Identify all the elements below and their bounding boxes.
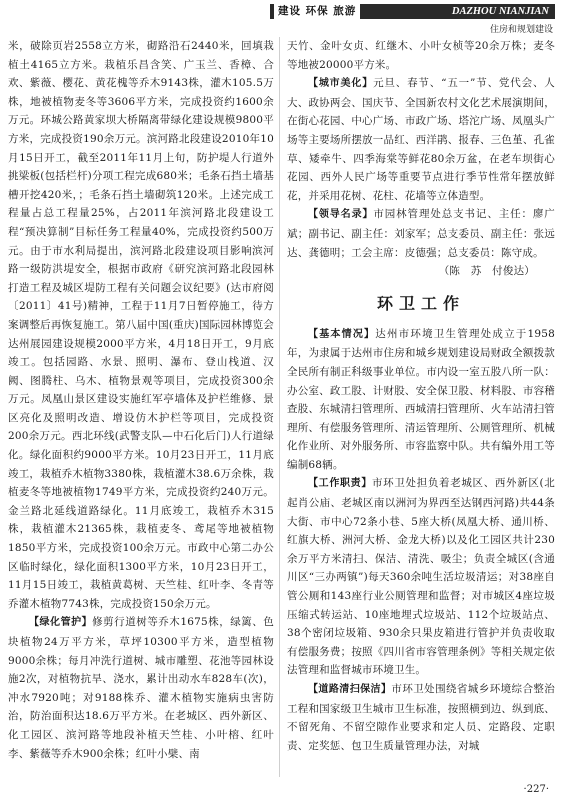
paragraph xyxy=(287,74,555,205)
paragraph-body: 市环卫处围绕省城乡环境综合整治工程和国家级卫生城市卫生标准，按照横到边、纵到底、不留死角、不留空隙作业要求和定人员、定路段、定职责、定奖惩、包卫生质量管理办法，对城 xyxy=(287,683,556,752)
header-category-tag: 建设 环保 旅游 xyxy=(274,4,360,19)
journal-title: DAZHOU NIANJIAN xyxy=(451,6,549,17)
paragraph xyxy=(287,680,555,755)
paragraph xyxy=(287,205,555,262)
paragraph-tag: 【城市美化】 xyxy=(308,78,374,90)
paragraph-body: 市环卫处担负着老城区、西外新区(北起肖公庙、老城区南以洲河为界西至达钢西河路)共44条大街、市中心72条小巷、5座大桥(凤凰大桥、通川桥、红旗大桥、洲河大桥、金龙大桥)以及化工园区共计230余万平方米清扫、保洁、清洗、吸尘；负责全城区(含通川区“三办两镇”)每天360余吨生活垃圾清运；对38座自管公厕和143座行业公厕管理和监督；对市城区4座垃圾压缩式转运站、10座地埋式垃圾站、112个垃圾站点、38个密闭垃圾箱、930余只果皮箱进行管护并负责收取有偿服务费；按照《四川省市容管理条例》等相关规定依法管理和监督城市环境卫生。 xyxy=(287,477,555,677)
paragraph-body: 达州市环境卫生管理处成立于1958年，为隶属于达州市住房和城乡规划建设局财政全额拨款全民所有制正科级事业单位。市内设一室五股八所一队：办公室、政工股、计财股、安全保卫股、材料股、市容稽查股、东城清扫管理所、西城清扫管理所、火车站清扫管理所、有偿服务管理所、清运管理所、公厕管理所、机械化作业所、对外服务所、市容监察中队。共有编外用工等编制68辆。 xyxy=(287,327,556,471)
paragraph-tag: 【工作职责】 xyxy=(308,478,373,490)
paragraph xyxy=(8,613,274,763)
paragraph-tag: 【领导名录】 xyxy=(308,209,374,221)
paragraph-body: 米，破除页岩2558立方米，砌路沿石2440米，回填栽植土4165立方米。栽植乐昌含笑、广玉兰、香樟、合欢、紫薇、樱花、黄花槐等乔木9143株，灌木105.5万株，地被植物麦冬等3606平方米，完成投资约1600余万元。环城公路黄家坝大桥隔离带绿化建设规模9800平方米，完成投资190余万元。滨河路北段建设2010年10月15日开工，截至2011年11月上旬，防护堤人行道外挑梁板(包括栏杆)分项工程完成680米；毛条石挡土墙基槽开挖420米，；毛条石挡土墙砌筑120米。上述完成工程量占总工程量25%，占2011年滨河路北段建设工程“预决算制”目标任务工程量40%，完成投资约500万元。由于市水利局提出，滨河路北段建设项目影响滨河路一级防洪堤安全，根据市政府《研究滨河路北段园林打造工程及城区堤防工程有关问题会议纪要》(达市府阅〔2011〕41号)精神，工程于11月7日暂停施工，待方案调整后再恢复施工。第八届中国(重庆)国际园林博览会达州展园建设规模2000平方米，4月18日开工，9月底竣工。包括园路、水景、照明、瀑布、登山栈道、汉阙、图腾柱、乌木、植物景观等项目，完成投资300余万元。凤凰山景区建设实施红军亭墙体及护栏维修、景区亮化及照明改造、增设仿木护栏等项目，完成投资200余万元。西北环线(武警支队—中石化后门)人行道绿化。绿化面积约9000平方米。10月23日开工，11月底竣工，栽植乔木植物3380株，栽植灌木38.6万余株，栽植麦冬等地被植物1749平方米，完成投资约240万元。金兰路北延线道路绿化。11月底竣工，栽植乔木315株，栽植灌木21365株，栽植麦冬、鸢尾等地被植物1850平方米，完成投资100余万元。市政中心第二办公区临时绿化，绿化面积1300平方米，10月23日开工，11月15日竣工，栽植黄葛树、天竺桂、红叶李、冬青等乔灌木植物7743株，完成投资150余万元。 xyxy=(8,40,274,610)
header-section-name: 住房和规划建设 xyxy=(489,25,553,35)
column-divider xyxy=(279,37,280,777)
paragraph-body: 修剪行道树等乔木1675株，绿篱、色块植物24万平方米，草坪10300平方米，造型植物9000余株；每月冲洗行道树、城市雕塑、花池等园林设施2次，对植物抗旱、浇水，累计出动水车828车(次)，冲水7920吨；对9188株乔、灌木植物实施病虫害防治，防治面积达18.6万平方米。在老城区、西外新区、化工园区、滨河路等地段补植天竺桂、小叶榕、红叶李、紫薇等乔木900余株；红叶小檗、南 xyxy=(8,616,274,760)
left-column xyxy=(8,37,274,763)
header-bar xyxy=(270,4,555,19)
paragraph xyxy=(8,37,274,613)
paragraph-body: 天竹、金叶女贞、红继木、小叶女桢等20余万株；麦冬等地被20000平方米。 xyxy=(287,40,555,71)
paragraph-body: 市园林管理处总支书记、主任：廖广斌；副书记、副主任：刘家军；总支委员、副主任：张远达、龚德明；工会主席：皮德强；总支委员：陈守成。 xyxy=(287,208,555,259)
paragraph xyxy=(287,37,555,74)
section-title: 环卫工作 xyxy=(376,293,465,313)
paragraph-body: 元旦、春节、“五一”节、党代会、人大、政协两会、国庆节、全国新农村文化艺术展演期间，在街心花园、中心广场、市政广场、塔沱广场、凤凰头广场等主要场所摆放一品红、西洋鹃、报春、三色堇、孔雀草、矮牵牛、四季海棠等鲜花80余万盆，在老车坝街心花园、西外人民广场等重要节点进行季节性常年摆放鲜花，并采用花树、花柱、花墙等立体造型。 xyxy=(287,77,555,202)
paragraph-tag: 【基本情况】 xyxy=(308,328,376,340)
paragraph xyxy=(287,474,555,680)
byline: （陈 苏 付俊达） xyxy=(438,265,535,278)
right-column xyxy=(287,37,555,755)
paragraph xyxy=(287,325,555,475)
paragraph-tag: 【绿化管护】 xyxy=(29,617,93,629)
page-number: ·227· xyxy=(523,784,549,795)
paragraph-tag: 【道路清扫保洁】 xyxy=(308,684,392,695)
